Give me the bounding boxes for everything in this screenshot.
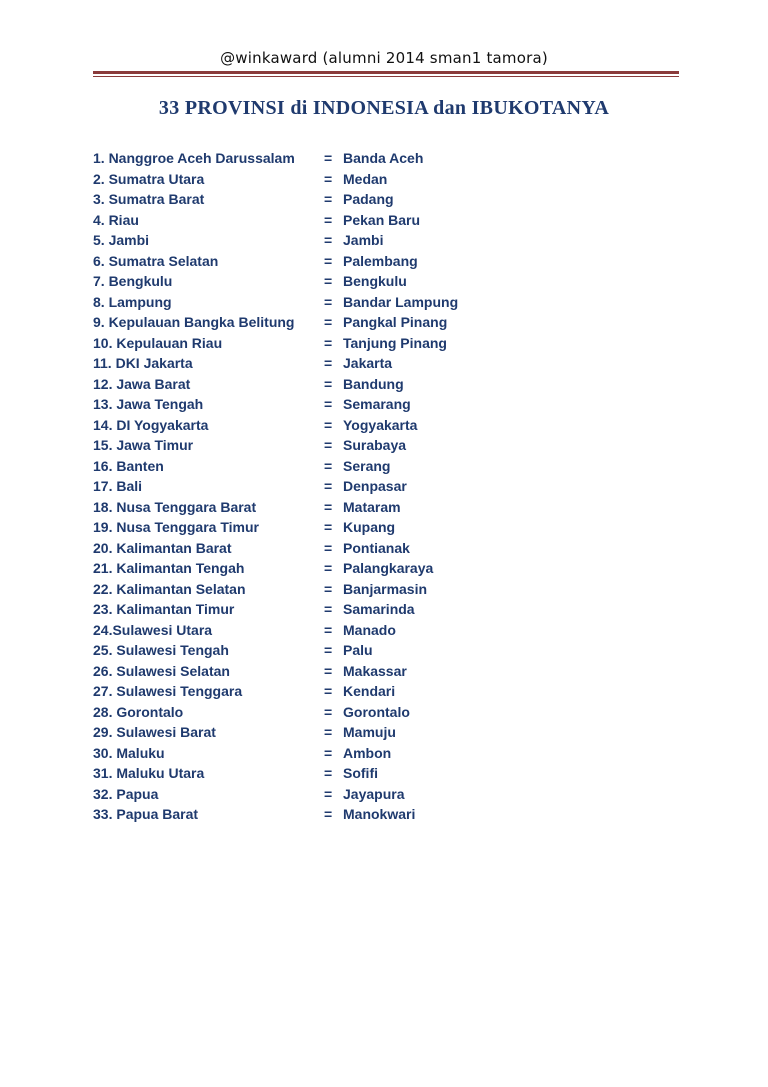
province-name: 23. Kalimantan Timur [93,601,235,617]
capital-name: Jakarta [343,355,393,371]
list-item [93,743,693,764]
list-item [93,763,693,784]
equals-sign: = [324,457,333,474]
equals-sign: = [324,396,333,412]
list-item [93,538,693,559]
list-item [93,599,693,620]
list-item [93,784,693,805]
province-name: 33. Papua Barat [93,806,199,822]
list-item [93,804,693,825]
province-name: 5. Jambi [93,232,150,248]
equals-sign: = [324,211,333,228]
equals-sign: = [324,170,333,187]
list-item [93,333,693,354]
list-item [93,210,693,231]
province-name: 21. Kalimantan Tengah [93,560,245,576]
page-header: @winkaward (alumni 2014 sman1 tamora) [220,49,548,67]
province-name: 26. Sulawesi Selatan [93,662,230,679]
province-name: 28. Gorontalo [93,703,184,720]
equals-sign: = [324,314,333,330]
capital-name: Manokwari [343,806,416,822]
province-name: 19. Nusa Tenggara Timur [93,519,259,535]
capital-name: Pangkal Pinang [343,314,448,330]
equals-sign: = [324,744,333,761]
capital-name: Sofifi [343,765,378,781]
province-name: 17. Bali [93,478,143,494]
capital-name: Medan [343,170,388,187]
equals-sign: = [324,519,333,535]
capital-name: Mataram [343,498,401,515]
province-name: 24.Sulawesi Utara [93,621,213,638]
capital-name: Denpasar [343,478,407,494]
list-item [93,374,693,395]
province-name: 13. Jawa Tengah [93,396,204,412]
province-name: 29. Sulawesi Barat [93,724,216,740]
list-item [93,681,693,702]
equals-sign: = [324,232,333,248]
capital-name: Palembang [343,252,418,269]
capital-name: Bengkulu [343,273,407,289]
equals-sign: = [324,437,333,453]
list-item [93,476,693,497]
province-name: 7. Bengkulu [93,273,173,289]
capital-name: Manado [343,621,396,638]
header-rule-thick [93,71,679,74]
list-item [93,189,693,210]
capital-name: Palu [343,642,373,658]
document-title: 33 PROVINSI di INDONESIA dan IBUKOTANYA [158,97,610,119]
equals-sign: = [324,683,333,699]
province-name: 8. Lampung [93,293,172,310]
list-item [93,251,693,272]
list-item [93,558,693,579]
list-item [93,497,693,518]
capital-name: Gorontalo [343,703,410,720]
equals-sign: = [324,724,333,740]
capital-name: Banjarmasin [343,580,428,597]
province-name: 6. Sumatra Selatan [93,252,219,269]
province-name: 30. Maluku [93,744,165,761]
list-item [93,353,693,374]
province-name: 16. Banten [93,457,164,474]
list-item [93,722,693,743]
equals-sign: = [324,785,333,802]
equals-sign: = [324,621,333,638]
province-name: 3. Sumatra Barat [93,191,205,207]
capital-name: Kendari [343,683,396,699]
list-item [93,312,693,333]
capital-name: Mamuju [343,724,396,740]
equals-sign: = [324,375,333,392]
equals-sign: = [324,355,333,371]
capital-name: Tanjung Pinang [343,334,447,351]
equals-sign: = [324,560,333,576]
capital-name: Semarang [343,396,411,412]
province-name: 20. Kalimantan Barat [93,539,232,556]
capital-name: Pontianak [343,539,410,556]
capital-name: Yogyakarta [343,416,418,433]
province-name: 2. Sumatra Utara [93,170,205,187]
capital-name: Surabaya [343,437,407,453]
equals-sign: = [324,334,333,351]
capital-name: Serang [343,457,391,474]
equals-sign: = [324,252,333,269]
equals-sign: = [324,662,333,679]
equals-sign: = [324,601,333,617]
province-name: 22. Kalimantan Selatan [93,580,246,597]
list-item [93,579,693,600]
capital-name: Samarinda [343,601,415,617]
equals-sign: = [324,478,333,494]
list-item [93,230,693,251]
capital-name: Kupang [343,519,396,535]
list-item [93,394,693,415]
province-capital-list [93,148,693,825]
province-name: 27. Sulawesi Tenggara [93,683,243,699]
capital-name: Ambon [343,744,392,761]
capital-name: Jambi [343,232,384,248]
capital-name: Bandar Lampung [343,293,459,310]
province-name: 4. Riau [93,211,139,228]
equals-sign: = [324,150,333,166]
province-name: 10. Kepulauan Riau [93,334,223,351]
province-name: 14. DI Yogyakarta [93,416,209,433]
province-name: 11. DKI Jakarta [93,355,193,371]
capital-name: Pekan Baru [343,211,421,228]
list-item [93,435,693,456]
list-item [93,292,693,313]
capital-name: Jayapura [343,785,405,802]
province-name: 12. Jawa Barat [93,375,191,392]
province-name: 31. Maluku Utara [93,765,205,781]
province-name: 18. Nusa Tenggara Barat [93,498,257,515]
province-name: 15. Jawa Timur [93,437,194,453]
equals-sign: = [324,498,333,515]
capital-name: Bandung [343,375,404,392]
list-item [93,517,693,538]
equals-sign: = [324,539,333,556]
equals-sign: = [324,191,333,207]
capital-name: Makassar [343,662,407,679]
list-item [93,620,693,641]
list-item [93,661,693,682]
capital-name: Palangkaraya [343,560,434,576]
list-item [93,456,693,477]
capital-name: Padang [343,191,394,207]
province-name: 9. Kepulauan Bangka Belitung [93,314,295,330]
equals-sign: = [324,765,333,781]
list-item [93,271,693,292]
equals-sign: = [324,642,333,658]
list-item [93,148,693,169]
list-item [93,640,693,661]
equals-sign: = [324,580,333,597]
equals-sign: = [324,416,333,433]
equals-sign: = [324,703,333,720]
province-name: 32. Papua [93,785,159,802]
header-rule-thin [93,76,679,77]
list-item [93,702,693,723]
province-name: 1. Nanggroe Aceh Darussalam [93,150,295,166]
list-item [93,169,693,190]
province-name: 25. Sulawesi Tengah [93,642,229,658]
capital-name: Banda Aceh [343,150,424,166]
equals-sign: = [324,293,333,310]
equals-sign: = [324,806,333,822]
list-item [93,415,693,436]
equals-sign: = [324,273,333,289]
